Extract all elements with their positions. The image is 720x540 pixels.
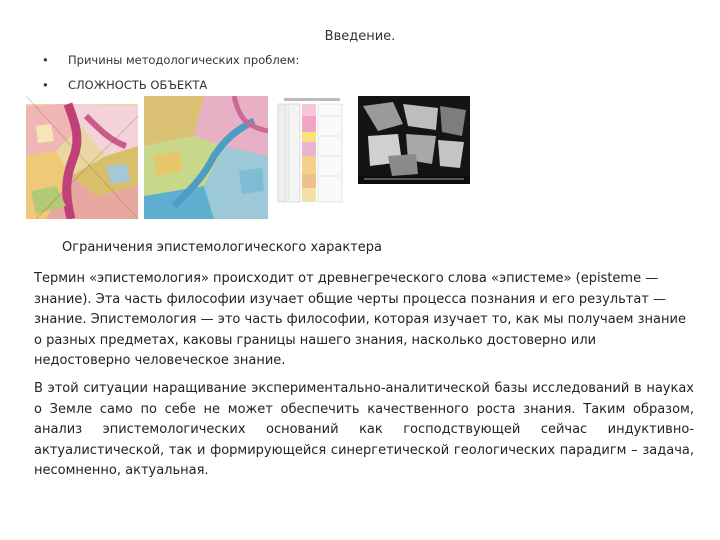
slide-title: Введение.	[324, 29, 396, 44]
paragraph-definition: Термин «эпистемология» происходит от древнегреческого слова «эпистеме» (episteme — знание). Эта часть философии изучает общие черты процесса познания и его результат — знание. Эпистемология — это часть философии, которая изучает то, как мы получаем знание о разных предметах, каковы границы нашего знания, насколько достоверно или недостоверно человеческое знание.	[34, 271, 686, 368]
subheading: Ограничения эпистемологического характера	[62, 240, 382, 255]
geologic-map-1	[26, 96, 138, 219]
bullet-list	[42, 52, 299, 102]
bullet-item: • СЛОЖНОСТЬ ОБЪЕКТА	[42, 77, 299, 102]
microscope-photo	[358, 96, 470, 184]
paragraph-conclusion: В этой ситуации наращивание экспериментально-аналитической базы исследований в науках о Земле само по себе не может обеспечить качественного роста знания. Таким образом, анализ эпистемологических оснований как господствующей сейчас индуктивно-актуалистической, так и формирующейся синергетической геологических парадигм – задача, несомненно, актуальная.	[34, 381, 694, 478]
geologic-map-2	[144, 96, 268, 219]
stratigraphic-column	[276, 96, 344, 206]
bullet-item: • Причины методологических проблем:	[42, 52, 299, 77]
